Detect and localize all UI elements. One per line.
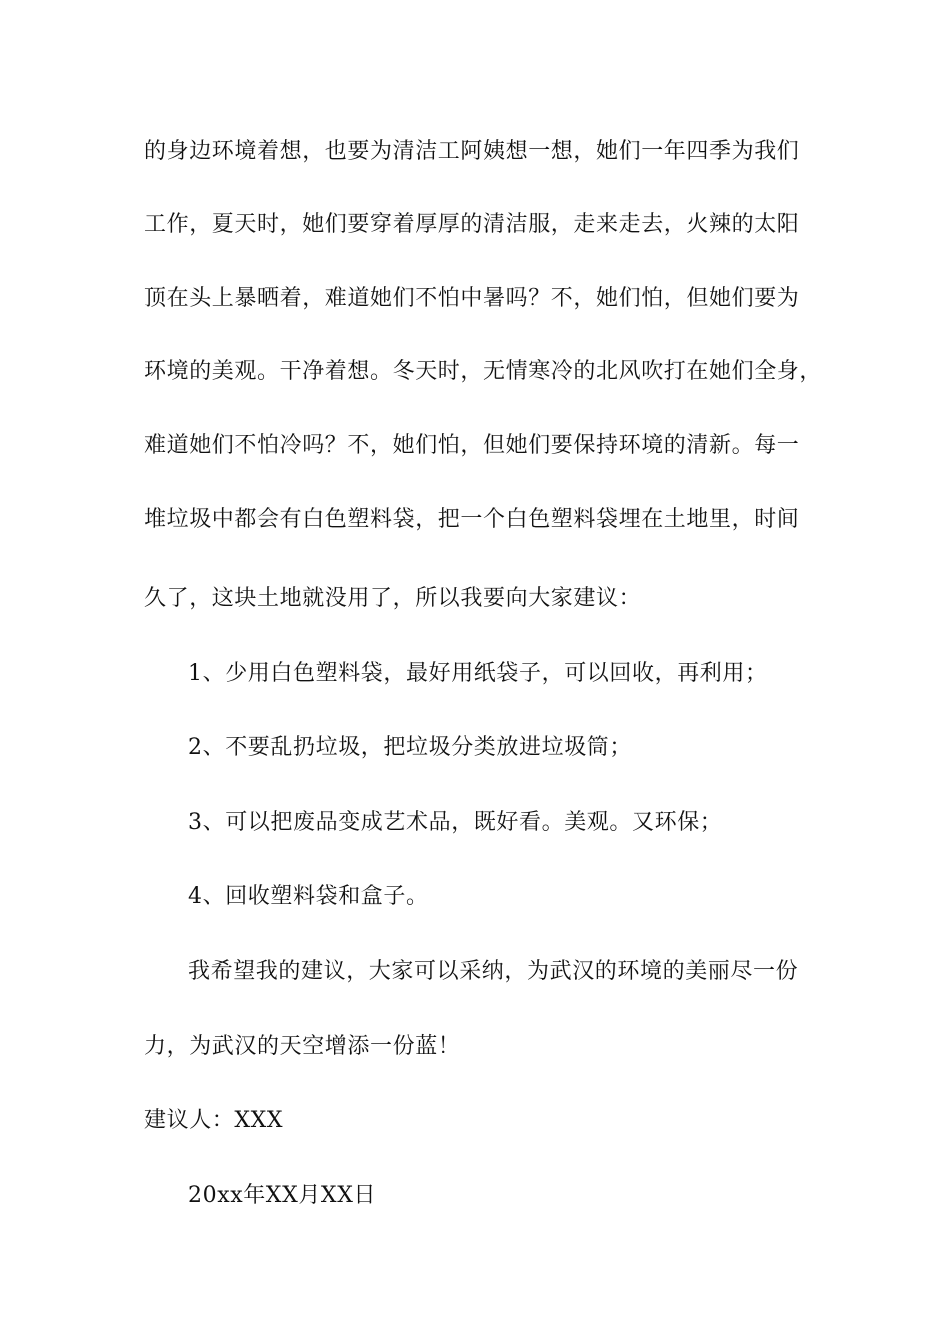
paragraph-line: 顶在头上暴晒着，难道她们不怕中暑吗？不，她们怕，但她们要为 (144, 286, 800, 311)
date: 20xx年XX月XX日 (188, 1183, 377, 1208)
closing-line: 我希望我的建议，大家可以采纳，为武汉的环境的美丽尽一份 (188, 959, 799, 984)
paragraph-line: 工作，夏天时，她们要穿着厚厚的清洁服，走来走去，火辣的太阳 (144, 212, 800, 237)
paragraph-line: 环境的美观。干净着想。冬天时，无情寒冷的北风吹打在她们全身， (144, 359, 823, 384)
signature: 建议人：XXX (144, 1108, 284, 1133)
paragraph-line: 难道她们不怕冷吗？不，她们怕，但她们要保持环境的清新。每一 (144, 433, 800, 458)
paragraph-line: 久了，这块土地就没用了，所以我要向大家建议： (144, 586, 642, 611)
suggestion-item: 3、可以把废品变成艺术品，既好看。美观。又环保； (188, 810, 723, 835)
suggestion-item: 4、回收塑料袋和盒子。 (188, 884, 429, 909)
suggestion-item: 2、不要乱扔垃圾，把垃圾分类放进垃圾筒； (188, 735, 632, 760)
suggestion-item: 1、少用白色塑料袋，最好用纸袋子，可以回收，再利用； (188, 661, 768, 686)
paragraph-line: 堆垃圾中都会有白色塑料袋，把一个白色塑料袋埋在土地里，时间 (144, 507, 800, 532)
paragraph-line: 的身边环境着想，也要为清洁工阿姨想一想，她们一年四季为我们 (144, 139, 800, 164)
closing-line: 力，为武汉的天空增添一份蓝！ (144, 1034, 461, 1059)
